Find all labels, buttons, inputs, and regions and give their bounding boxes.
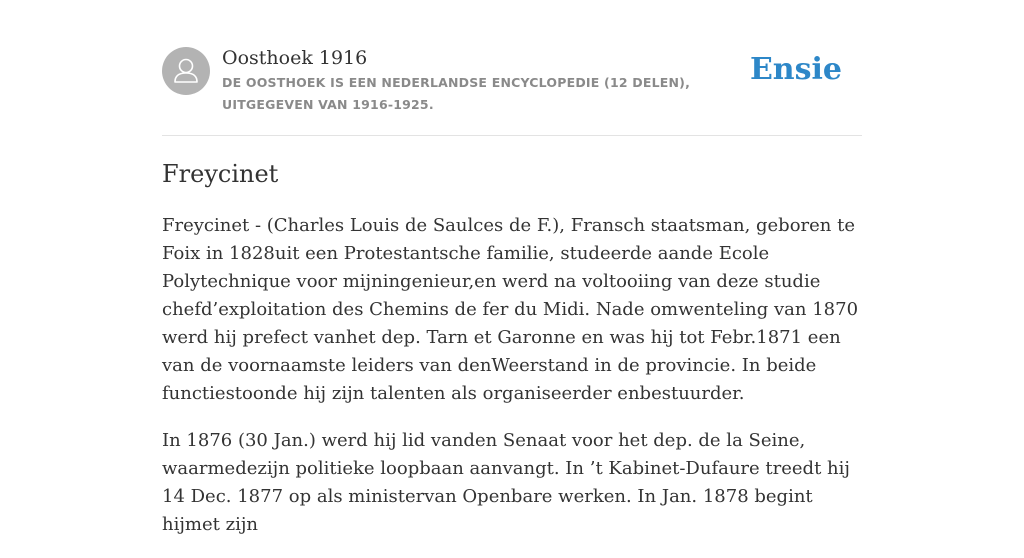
ensie-logo[interactable]: Ensie (749, 52, 842, 87)
article-paragraph: Freycinet - (Charles Louis de Saulces de F.), Fransch staatsman, geboren te Foix in 1828uit een Protestantsche familie, studeerde aande Ecole Polytechnique voor mijningenieur,en werd na voltooiing van deze studie chefd’exploitation des Chemins de fer du Midi. Nade omwenteling van 1870 werd hij prefect vanhet dep. Tarn et Garonne en was hij tot Febr.1871 een van de voornaamste leiders van denWeerstand in de provincie. In beide functiestoonde hij zijn talenten als organiseerder enbestuurder. (162, 215, 859, 404)
article-title: Freycinet (162, 160, 279, 188)
article-paragraph: In 1876 (30 Jan.) werd hij lid vanden Senaat voor het dep. de la Seine, waarmedezijn politieke loopbaan aanvangt. In ’t Kabinet-Dufaure treedt hij 14 Dec. 1877 op als ministervan Openbare werken. In Jan. 1878 begint hijmet zijn (162, 430, 850, 535)
article-body (162, 212, 864, 558)
source-avatar[interactable] (162, 47, 210, 95)
user-icon (162, 47, 210, 95)
source-header (162, 46, 862, 116)
source-title[interactable]: Oosthoek 1916 (222, 47, 368, 69)
header-divider (162, 135, 862, 136)
source-description: DE OOSTHOEK IS EEN NEDERLANDSE ENCYCLOPEDIE (12 DELEN), UITGEGEVEN VAN 1916-1925. (222, 75, 691, 112)
